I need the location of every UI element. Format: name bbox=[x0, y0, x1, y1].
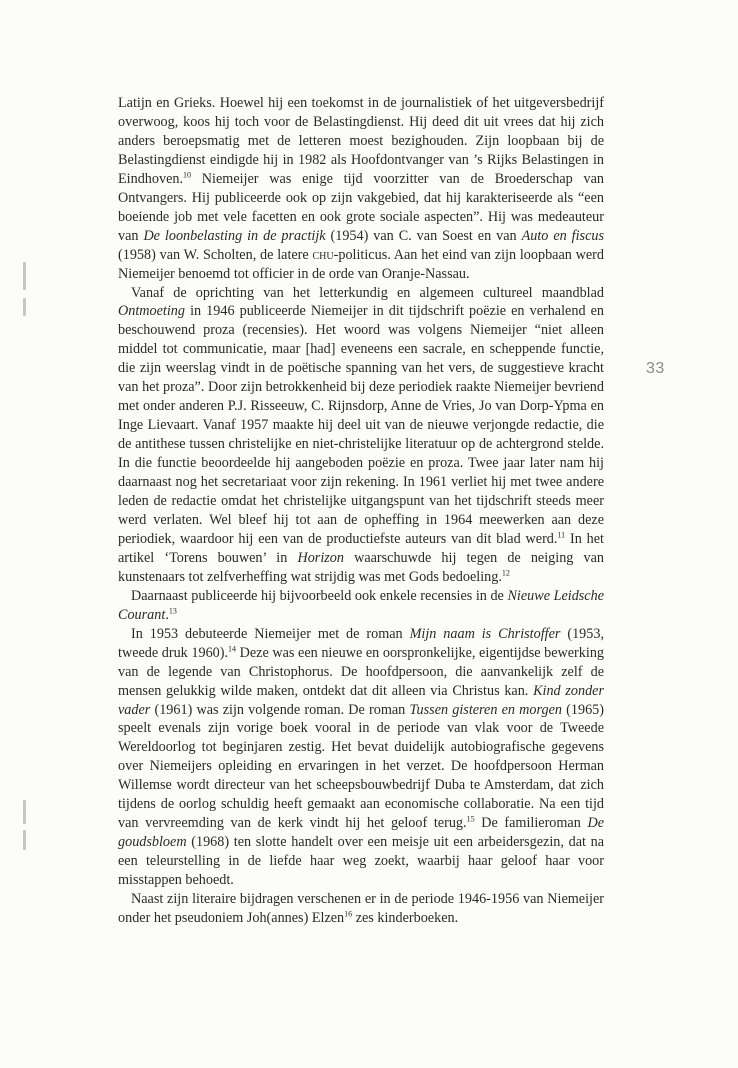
body-text bbox=[118, 94, 604, 928]
margin-mark bbox=[23, 262, 26, 290]
margin-mark bbox=[23, 830, 26, 850]
margin-mark bbox=[23, 298, 26, 316]
paragraph: Daarnaast publiceerde hij bijvoorbeeld ook enkele recensies in de Nieuwe Leidsche Courant.$^{13}$ bbox=[118, 587, 604, 623]
page-number: 33 bbox=[646, 360, 665, 377]
margin-mark bbox=[23, 800, 26, 824]
paragraph: Vanaf de oprichting van het letterkundig en algemeen cultureel maandblad Ontmoeting in 1946 publiceerde Niemeijer in dit tijdschrift poëzie en verhalend en beschouwend proza (recensies). Het woord was volgens Niemeijer “niet alleen middel tot communicatie, maar [had] eveneens een sacrale, en scheppende functie, die zijn weerslag vindt in de poëtische spanning van het vers, de suggestieve kracht van het proza”. Door zijn betrokkenheid bij deze periodiek raakte Niemeijer bevriend met onder anderen P.J. Risseeuw, C. Rijnsdorp, Anne de Vries, Jo van Dorp-Ypma en Inge Lievaart. Vanaf 1957 maakte hij deel uit van de nieuwe verjongde redactie, die de antithese tussen christelijke en niet-christelijke literatuur op de achtergrond stelde. In die functie beoordeelde hij aangeboden poëzie en proza. Twee jaar later nam hij daarnaast nog het secretariaat voor zijn rekening. In 1961 verliet hij met twee andere leden de redactie omdat het christelijke uitgangspunt van het tijdschrift steeds meer werd verlaten. Wel bleef hij tot aan de opheffing in 1964 meewerken aan deze periodiek, waardoor hij een van de productiefste auteurs van dit blad werd.$^{11}$ In het artikel ‘Torens bouwen’ in Horizon waarschuwde hij tegen de neiging van kunstenaars tot zelfverheffing wat strijdig was met Gods bedoeling.$^{12}$ bbox=[118, 284, 604, 585]
paragraph: Naast zijn literaire bijdragen verschenen er in de periode 1946-1956 van Niemeijer onder het pseudoniem Joh(annes) Elzen$^{16}$ zes kinderboeken. bbox=[118, 891, 604, 926]
paragraph: Latijn en Grieks. Hoewel hij een toekomst in de journalistiek of het uitgeversbedrijf overwoog, koos hij toch voor de Belastingdienst. Hij deed dit uit vrees dat hij zich anders beroepsmatig met de letteren moest bezighouden. Zijn loopbaan bij de Belastingdienst eindigde hij in 1982 als Hoofdontvanger van ’s Rijks Belastingen in Eindhoven.$^{10}$ Niemeijer was enige tijd voorzitter van de Broederschap van Ontvangers. Hij publiceerde ook op zijn vakgebied, dat hij karakteriseerde als “een boeiende job met vele facetten en ook grote sociale aspecten”. Hij was medeauteur van De loonbelasting in de practijk (1954) van C. van Soest en van Auto en fiscus (1958) van W. Scholten, de latere chu-politicus. Aan het eind van zijn loopbaan werd Niemeijer benoemd tot officier in de orde van Oranje-Nassau. bbox=[118, 95, 605, 282]
paragraph: In 1953 debuteerde Niemeijer met de roman Mijn naam is Christoffer (1953, tweede druk 1960).$^{14}$ Deze was een nieuwe en oorspronkelijke, eigentijdse bewerking van de legende van Christophorus. De hoofdpersoon, die aanvankelijk zelf de mensen gelukkig wilde maken, ontdekt dat dit alleen via Christus kan. Kind zonder vader (1961) was zijn volgende roman. De roman Tussen gisteren en morgen (1965) speelt evenals zijn vorige boek vooral in de periode van vlak voor de Tweede Wereldoorlog tot beginjaren zestig. Het bevat duidelijk autobiografische gegevens over Niemeijers opleiding en ervaringen in het verzet. De hoofdpersoon Herman Willemse wordt directeur van het scheepsbouwbedrijf Duba te Amsterdam, dat zich tijdens de oorlog schuldig heeft gemaakt aan economische collaboratie. Na een tijd van vervreemding van de kerk vindt hij het geloof terug.$^{15}$ De familieroman De goudsbloem (1968) ten slotte handelt over een meisje uit een arbeidersgezin, dat na een teleurstelling in de liefde haar weg zoekt, waarbij haar geloof haar voor misstappen behoedt. bbox=[118, 625, 605, 889]
